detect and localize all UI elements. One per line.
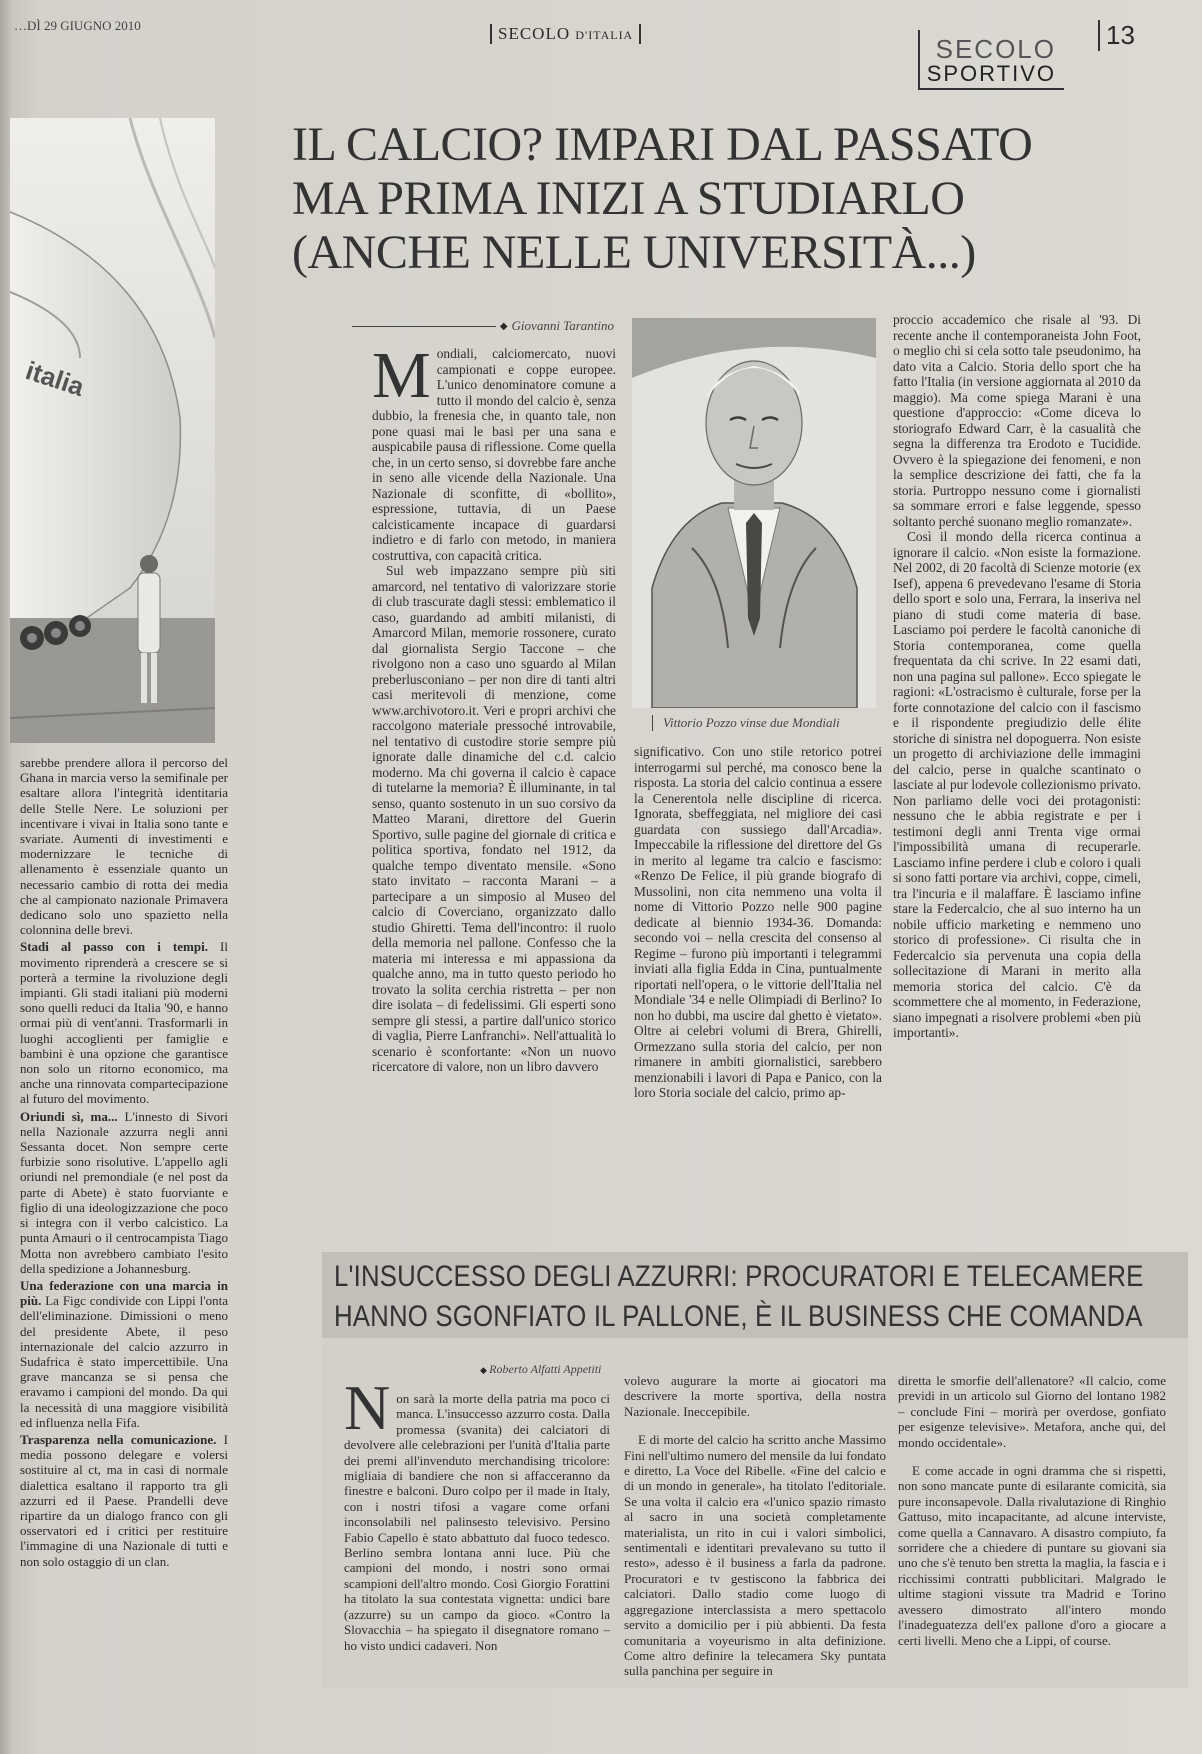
portrait-photo-vittorio-pozzo	[632, 318, 876, 708]
article-paragraph: sarebbe prendere allora il percorso del Ghana in marcia verso la semifinale per esaltare allora l'integrità identitaria delle Stelle Nere. Le soluzioni per incentivare i vivai in Italia sono tante e svariate. Aumenti di investimenti e modernizzare le tecniche di allenamento è essenziale quanto un necessario cambio di rotta dei media che al campionato nazionale Primavera dedicano solo uno spazietto nella colonnina delle brevi.	[20, 755, 228, 938]
masthead-subtitle: D'ITALIA	[575, 28, 634, 42]
headline-line-3: (ANCHE NELLE UNIVERSITÀ...)	[292, 226, 976, 279]
subheading: Stadi al passo con i tempi.	[20, 939, 208, 955]
second-article-column-3	[898, 1360, 1166, 1661]
headline-line-2: MA PRIMA INIZI A STUDIARLO	[292, 172, 965, 225]
second-article-headline	[334, 1257, 1144, 1337]
section-label-line2: SPORTIVO	[926, 61, 1056, 86]
airplane-photo	[10, 118, 215, 743]
article-column-3	[893, 312, 1141, 1041]
article-paragraph: E come accade in ogni dramma che si rispetti, non sono mancate punte di esilarante comicità, sia pure inconsapevole. Dalla rivalutazione di Ringhio Gattuso, mito incapacitante, ad alcune interviste, come quella a Cannavaro. A disastro compiuto, fa sorridere che a chiedere di puntare su giovani sia uno che s'è tenuto ben stretta la maglia, la fascia e i ricchissimi contratti pubblicitari. Malgrado le ultime stagioni vissute tra Madrid e Torino avessero dimostrato all'intero mondo l'inadeguatezza dell'ex pallone d'oro a giocare a certi livelli. Meno che a Lippi, of course.	[898, 1463, 1166, 1648]
byline-diamond-icon: ◆	[499, 320, 508, 332]
article-paragraph: diretta le smorfie dell'allenatore? «Il calcio, come previdi in un articolo sul Giorno del lontano 1982 – conclude Fini – morirà per overdose, gonfiato per esigenze televisive». Metafora, anche qui, del mondo occidentale».	[898, 1373, 1166, 1450]
article-paragraph: on sarà la morte della patria ma poco ci manca. L'insuccesso azzurro costa. Dalla promessa (svanita) dei calciatori di devolvere alle celebrazioni per l'unità d'Italia parte dei premi all'invenduto merchandising tricolore: migliaia di bandiere che non si affacceranno da finestre e balconi. Duro colpo per il made in Italy, con i nostri tifosi a vagare come orfani inconsolabili nel palinsesto televisivo. Persino Fabio Capello è stato abbattuto dal fuoco tedesco. Berlino sembra lontana anni luce. Più che campioni del mondo, i nostri sono ormai scampioni dell'altro mondo. Così Giorgio Forattini ha titolato la sua contestata vignetta: undici bare (azzurre) su un campo da gioco. «Contro la Slovacchia – ha spiegato il disegnatore romano – ho visto undici cadaveri. Non	[344, 1391, 610, 1653]
section-label-line1: SECOLO	[935, 34, 1056, 64]
drop-cap: M	[372, 339, 431, 412]
headline-line-1: IL CALCIO? IMPARI DAL PASSATO	[292, 118, 1033, 171]
subheading: Trasparenza nella comunicazione.	[20, 1431, 217, 1447]
article-paragraph: I media possono delegare e volersi sostituire al ct, ma in casi di normale dialettica esaltano il rapporto tra gli azzurri ed il Paese. Prandelli deve ripartire da un dialogo franco con gli osservatori ed i critici per restituire l'immagine di una Nazionale di tutti e non solo ostaggio di un clan.	[20, 1431, 228, 1569]
subheading: Una federazione con una marcia in più.	[20, 1277, 228, 1309]
article-paragraph: Il movimento riprenderà a crescere se si porterà a termine la rivoluzione degli impianti. Gli stadi italiani più moderni sono quelli reduci da Italia '90, e hanno ormai più di vent'anni. Trasformarli in luoghi accoglienti per famiglie e bambini è una opzione che garantisce non solo un ritorno economico, ma anche una rinnovata compartecipazione al futuro del movimento.	[20, 939, 228, 1107]
article-column-2	[634, 744, 882, 1101]
article-paragraph: La Figc condivide con Lippi l'onta dell'eliminazione. Dimissioni o meno del presidente Abete, il peso internazionale del calcio azzurro in Sudafrica è stato impercettibile. Una grave mancanza se si pensa che eravamo i campioni del mondo. Da qui la necessità di una maggiore visibilità ed influenza nella Fifa.	[20, 1293, 229, 1430]
byline-block	[352, 318, 614, 334]
issue-date: …DÌ 29 GIUGNO 2010	[14, 18, 141, 33]
article-paragraph: E di morte del calcio ha scritto anche Massimo Fini nell'ultimo numero del mensile da lui fondato e diretto, La Voce del Ribelle. «Fine del calcio e di un mondo in generale», ha titolato l'editoriale. Se una volta il calcio era «l'unico spazio rimasto al sacro in una società completamente materialista, un rito in cui i valori simbolici, sentimentali e identitari prevalevano su tutto il resto», adesso è il business a farla da padrone. Procuratori e tv gestiscono la fabbrica dei calciatori. Dallo stadio come luogo di aggregazione interclassista a mero spettacolo servito a domicilio per i più abbienti. Da festa comunitaria a voyeurismo in alta definizione. Come altro definire la telecamera Sky puntata sulla panchina per seguire in	[624, 1432, 886, 1679]
portrait-illustration	[632, 318, 876, 708]
article-paragraph: proccio accademico che risale al '93. Di recente anche il contemporaneista John Foot, o meglio chi si cela sotto tale pseudonimo, ha dato vita a Calcio. Storia dello sport che ha fatto l'Italia (in versione aggiornata al 2010 da maggio). Ma come spiega Marani è una questione d'approccio: «Come diceva lo storiografo Edward Carr, è la casualità che segna la differenza tra Erodoto e Tucidide. Ovvero è la spiegazione dei fenomeni, e non la semplice descrizione dei fatti, che fa la storia. Purtroppo nessuno come i giornalisti sa sommare errori e false leggende, spesso soltanto perché suonano meglio romanzate».	[893, 312, 1141, 529]
section-label	[918, 30, 1064, 90]
byline-author: Roberto Alfatti Appetiti	[489, 1362, 602, 1376]
headline-line-2: HANNO SGONFIATO IL PALLONE, È IL BUSINESS CHE COMANDA	[334, 1300, 1143, 1333]
byline-rule	[352, 326, 496, 327]
article-column-1	[372, 339, 616, 1075]
photo-caption: Vittorio Pozzo vinse due Mondiali	[652, 715, 893, 731]
second-article-column-1	[344, 1372, 610, 1666]
left-column-article	[20, 755, 228, 1569]
article-paragraph: Sul web impazzano sempre più siti amarcord, nel tentativo di valorizzare storie di club trascurate dagli stessi: emblematico il caso, guardando ad ambiti milanisti, di Amarcord Milan, memorie rossonere, curato dal giornalista Sergio Taccone – che rivolgono non a caso uno sguardo al Milan preberlusconiano – per non dire di tanti altri casi meritevoli di menzione, come www.archivotoro.it. Veri e propri archivi che raccolgono materiale pressoché introvabile, nel tentativo di custodire storie sempre più ignorate dalle dinamiche del c.d. calcio moderno. Ma chi governa il calcio è capace di tutelarne la memoria? È illuminante, in tal senso, quanto sostenuto in un suo corsivo da Matteo Marani, direttore del Guerin Sportivo, sulle pagine del giornale di critica e politica sportiva, fondato nel 1912, da qualche tempo diventato mensile. «Sono stato invitato – racconta Marani – a partecipare a un simposio al Museo del calcio di Coverciano, organizzato dallo studio Ghiretti. Tema dell'incontro: il ruolo della memoria nel pallone. Confesso che la materia mi interessa e mi appassiona da qualche anno, ma in tutto questo periodo ho trovato la solita cerchia ristretta – per non dire isolata – di fedelissimi. Gli esperti sono sempre gli stessi, a partire dall'unico storico di vaglia, Pierre Lanfranchi». Nell'attualità lo scenario è sconfortante: «Non un nuovo ricercatore di valore, non un libro davvero	[372, 563, 616, 1074]
second-byline	[480, 1360, 601, 1378]
subheading: Oriundi sì, ma...	[20, 1108, 118, 1124]
article-paragraph: L'innesto di Sivori nella Nazionale azzurra negli anni Sessanta docet. Non sempre certe furbizie sono risolutive. L'appello agli oriundi nel premondiale (e nel post da parte di Abete) è stato fuorviante e figlio di una ideologizzazione che poco si integra con il verbo calcistico. La punta Amauri o il centrocampista Tiago Motta non avrebbero cambiato l'esito della spedizione a Johannesburg.	[20, 1108, 229, 1276]
article-paragraph: ondiali, calciomercato, nuovi campionati e coppe europee. L'unico denominatore comune a tutto il mondo del calcio è, senza dubbio, la frenesia che, in quanto tale, non pone quasi mai le basi per una sana e auspicabile pausa di riflessione. Come quella che, in un certo senso, si dovrebbe fare anche in seno alle vicende della Nazionale. Una Nazionale di sconfitte, di «bollito», espressione, tuttavia, di un Paese calcisticamente incapace di guardarsi indietro e di farlo con metodo, in maniera costruttiva, con capacità critica.	[372, 346, 616, 563]
page-number: 13	[1098, 20, 1135, 51]
byline-diamond-icon: ◆	[480, 1365, 490, 1375]
airplane-illustration	[10, 118, 215, 743]
masthead-title: SECOLO	[498, 24, 571, 43]
article-paragraph: significativo. Con uno stile retorico potrei interrogarmi sul perché, ma conosco bene la risposta. La storia del calcio continua a essere la Cenerentola nelle discipline di ricerca. Ignorata, sbeffeggiata, nel migliore dei casi guardata con sussiego dall'Arcadia». Impeccabile la riflessione del direttore del Gs in merito al legame tra calcio e fascismo: «Renzo De Felice, il più grande biografo di Mussolini, non cita nemmeno una volta il nome di Vittorio Pozzo nelle 900 pagine dedicate al biennio 1934-36. Domanda: secondo voi – nella crescita del consenso al Regime – furono più importanti i telegrammi inviati alla figlia Edda in Cina, puntualmente riportati nell'opera, o le vittorie dell'Italia nel Mondiale '34 e nelle Olimpiadi di Berlino? Io non ho dubbi, ma uscire dal ghetto è vietato». Oltre ai celebri volumi di Brera, Ghirelli, Ormezzano sulla storia del calcio, per non rimanere in ambiti giornalistici, sarebbero menzionabili i lavori di Papa e Panico, con la loro Storia sociale del calcio, primo ap-	[634, 744, 882, 1100]
drop-cap: N	[344, 1372, 391, 1443]
plane-livery-text: italia	[22, 355, 88, 403]
masthead	[490, 24, 641, 44]
second-article-column-2	[624, 1360, 886, 1692]
article-headline	[292, 118, 1152, 280]
article-paragraph: Così il mondo della ricerca continua a ignorare il calcio. «Non esiste la formazione. Nel 2002, di 20 facoltà di Scienze motorie (ex Isef), appena 6 prevedevano l'esame di Storia dello sport e solo una, Ferrara, la inseriva nel piano di studi come materia di base. Lasciamo poi perdere le facoltà canoniche di Storia contemporanea, come quella frequentata da chi scrive. In 22 esami dati, non una pagina sul pallone». Ecco spiegate le ragioni: «L'ostracismo è culturale, forse per la forte connotazione del calcio con il fascismo e il rispondente pregiudizio delle élite storiche di sinistra nel dopoguerra. Non esiste un progetto di archiviazione delle immagini del calcio, perse in qualche scantinato o lasciate al pur lodevole collezionismo privato. Non parliamo delle voci dei protagonisti: nessuno che le abbia registrate e per i testimoni degli anni Trenta vige ormai l'impossibilità umana di recuperarle. Lasciamo infine perdere i club e coloro i quali si sono fatti portare via archivi, coppe, cimeli, tra l'incuria e il malaffare. È lasciamo infine stare la Federcalcio, che al suo interno ha un nobile ufficio marketing e nemmeno uno storico di professione». Ci risulta che in Federcalcio sia pervenuta una copia della sollecitazione di Marani in merito alla memoria storica del calcio. C'è da scommettere che al momento, in Federazione, siano impegnati a risolvere problemi «ben più importanti».	[893, 529, 1141, 1040]
headline-line-1: L'INSUCCESSO DEGLI AZZURRI: PROCURATORI E TELECAMERE	[334, 1260, 1144, 1293]
byline-author: Giovanni Tarantino	[511, 318, 614, 333]
article-paragraph: volevo augurare la morte ai giocatori ma descrivere la morte sportiva, della nostra Nazionale. Ineccepibile.	[624, 1373, 886, 1419]
